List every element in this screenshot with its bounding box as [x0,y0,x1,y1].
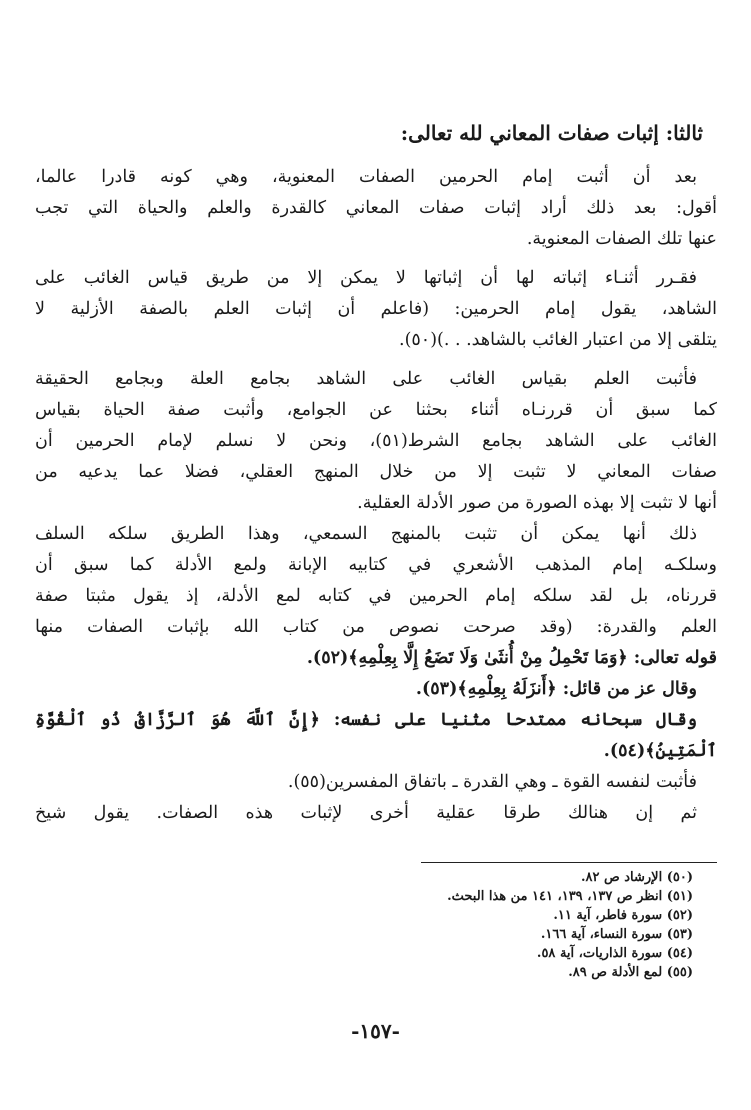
body-line: ذلك أنها يمكن أن تثبت بالمنهج السمعي، وهذا الطريق سلكه السلف [35,524,697,544]
body-line: قررناه، بل لقد سلكه إمام الحرمين في كتابه لمع الأدلة، إذ يقول مثبتا صفة [35,586,717,606]
body-line: كما سبق أن قررنـاه أثناء بحثنا عن الجوامع، وأثبت صفة الحياة بقياس [35,400,717,420]
body-line: صفات المعاني لا تثبت إلا من خلال المنهج العقلي، فضلا عما يدعيه من [35,462,717,482]
page-number: -١٥٧- [351,1019,400,1043]
footnote: (٥٣) سورة النساء، آية ١٦٦. [540,927,693,942]
body-line-quran: ٱلْمَتِينُ﴾(٥٤). [603,741,717,761]
body-line-quran: قوله تعالى: ﴿وَمَا تَحْمِلُ مِنْ أُنثَىٰ وَلَا تَضَعُ إِلَّا بِعِلْمِهِ﴾(٥٢). [306,648,717,668]
footnote-divider [421,862,717,863]
body-line-quran: وقال عز من قائل: ﴿أَنزَلَهُ بِعِلْمِهِ﴾(٥٣). [415,679,697,699]
body-line: ثم إن هنالك طرقا عقلية أخرى لإثبات هذه الصفات. يقول شيخ [35,803,697,823]
body-line: وسلكـه إمام المذهب الأشعري في كتابيه الإبانة ولمع الأدلة كما سبق أن [35,555,717,575]
body-text [35,162,717,829]
footnote: (٥٢) سورة فاطر، آية ١١. [553,908,693,923]
section-heading: ثالثا: إثبات صفات المعاني لله تعالى: [400,121,703,145]
body-line: فأثبت لنفسه القوة ـ وهي القدرة ـ باتفاق المفسرين(٥٥). [287,772,697,792]
body-line: الشاهد، يقول إمام الحرمين: (فاعلم أن إثبات العلم بالصفة الأزلية لا [35,299,717,319]
footnote: (٥٥) لمع الأدلة ص ٨٩. [568,965,693,980]
body-line: أنها لا تثبت إلا بهذه الصورة من صور الأدلة العقلية. [357,493,717,513]
body-line: يتلقى إلا من اعتبار الغائب بالشاهد. . .)(٥٠). [399,330,717,350]
body-line: فأثبت العلم بقياس الغائب على الشاهد بجامع العلة وبجامع الحقيقة [35,369,697,389]
footnote: (٥١) انظر ص ١٣٧، ١٣٩، ١٤١ من هذا البحث. [447,889,693,904]
body-line: العلم والقدرة: (وقد صرحت نصوص من كتاب الله بإثبات الصفات منها [35,617,717,637]
footnote: (٥٤) سورة الذاريات، آية ٥٨. [536,946,693,961]
body-line: أقول: بعد ذلك أراد إثبات صفات المعاني كالقدرة والعلم والحياة التي تجب [35,198,717,218]
footnotes [273,868,693,982]
body-line: عنها تلك الصفات المعنوية. [526,229,717,249]
body-line-quran: وقال سبحانه ممتدحا مثنيا على نفسه: ﴿إِنَّ ٱللَّهَ هُوَ ٱلرَّزَّاقُ ذُو ٱلْقُوَّةِ [35,710,697,730]
body-line: فقـرر أثنـاء إثباته لها أن إثباتها لا يمكن إلا من طريق قياس الغائب على [35,268,697,288]
footnote: (٥٠) الإرشاد ص ٨٢. [580,870,693,885]
body-line: بعد أن أثبت إمام الحرمين الصفات المعنوية، وهي كونه قادرا عالما، [35,167,697,187]
body-line: الغائب على الشاهد بجامع الشرط(٥١)، ونحن لا نسلم لإمام الحرمين أن [35,431,717,451]
